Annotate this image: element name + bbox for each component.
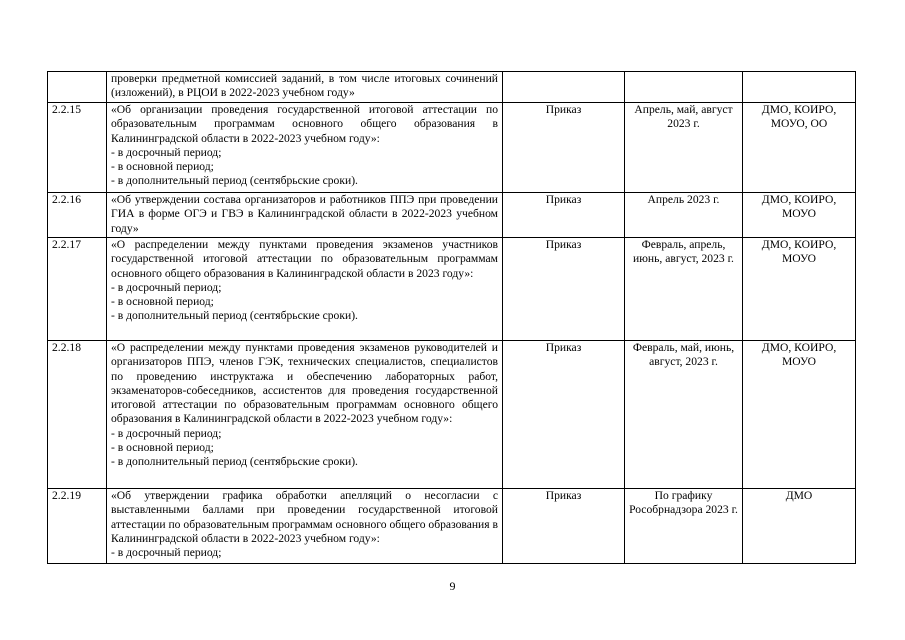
- row-title-item: - в досрочный период;: [111, 145, 222, 159]
- row-term: Февраль, май, июнь, август, 2023 г.: [625, 341, 743, 489]
- table-row: [48, 72, 856, 103]
- row-title-item: - в основной период;: [111, 160, 214, 174]
- table-row: [48, 193, 856, 238]
- row-title: [107, 72, 503, 103]
- row-title: [107, 238, 503, 341]
- row-document-type: Приказ: [503, 238, 625, 341]
- table-row: [48, 103, 856, 193]
- row-responsible: ДМО, КОИРО, МОУО: [743, 341, 856, 489]
- row-responsible: ДМО, КОИРО, МОУО: [743, 193, 856, 238]
- row-number: 2.2.16: [48, 193, 107, 238]
- row-title-item: - в основной период;: [111, 295, 214, 309]
- row-title-text: «Об утверждении состава организаторов и работников ППЭ при проведении ГИА в форме ОГЭ и ГВЭ в Калининградской области в 2022-2023 учебном году»: [111, 193, 498, 235]
- row-title-item: - в дополнительный период (сентябрьские сроки).: [111, 309, 358, 323]
- row-number: 2.2.18: [48, 341, 107, 489]
- row-responsible: ДМО, КОИРО, МОУО: [743, 238, 856, 341]
- row-title-item: - в дополнительный период (сентябрьские сроки).: [111, 455, 358, 469]
- row-term: По графику Рособрнадзора 2023 г.: [625, 489, 743, 564]
- row-number: 2.2.17: [48, 238, 107, 341]
- row-term: [625, 72, 743, 103]
- row-title-item: - в досрочный период;: [111, 280, 222, 294]
- row-term: Февраль, апрель, июнь, август, 2023 г.: [625, 238, 743, 341]
- table-row: [48, 238, 856, 341]
- row-title: [107, 193, 503, 238]
- row-number: 2.2.15: [48, 103, 107, 193]
- row-term: Апрель, май, август 2023 г.: [625, 103, 743, 193]
- row-term: Апрель 2023 г.: [625, 193, 743, 238]
- row-responsible: [743, 72, 856, 103]
- row-document-type: Приказ: [503, 341, 625, 489]
- row-title-item: - в досрочный период;: [111, 546, 222, 560]
- row-title-text: «О распределении между пунктами проведения экзаменов участников государственной итоговой аттестации по образовательным программам основного общего образования в Калининградской области в 2023 году»:: [111, 238, 498, 280]
- table-row: [48, 341, 856, 489]
- row-title: [107, 341, 503, 489]
- row-title: [107, 489, 503, 564]
- row-document-type: [503, 72, 625, 103]
- row-title-text: проверки предметной комиссией заданий, в том числе итоговых сочинений (изложений), в РЦОИ в 2022-2023 учебном году»: [111, 72, 498, 100]
- row-number: 2.2.19: [48, 489, 107, 564]
- row-document-type: Приказ: [503, 489, 625, 564]
- row-title-text: «О распределении между пунктами проведения экзаменов руководителей и организаторов ППЭ, членов ГЭК, технических специалистов, специалистов по проведению инструктажа и обеспечению лабораторных работ, экзаменаторов-собеседников, ассистентов для проведения государственной итоговой аттестации по образовательным программам основного общего образования в Калининградской области в 2022-2023 учебном году»:: [111, 341, 498, 426]
- plan-table: [47, 71, 856, 564]
- row-title-item: - в основной период;: [111, 441, 214, 455]
- row-document-type: Приказ: [503, 193, 625, 238]
- row-title-item: - в дополнительный период (сентябрьские сроки).: [111, 174, 358, 188]
- row-responsible: ДМО, КОИРО, МОУО, ОО: [743, 103, 856, 193]
- row-responsible: ДМО: [743, 489, 856, 564]
- row-document-type: Приказ: [503, 103, 625, 193]
- row-number: [48, 72, 107, 103]
- row-title: [107, 103, 503, 193]
- row-title-text: «Об организации проведения государственной итоговой аттестации по образовательным программам основного общего образования в Калининградской области в 2022-2023 учебном году»:: [111, 103, 498, 145]
- row-title-text: «Об утверждении графика обработки апелляций о несогласии с выставленными баллами при проведении государственной итоговой аттестации по образовательным программам основного общего образования в Калининградской области в 2022-2023 учебном году»:: [111, 489, 498, 545]
- page-number: 9: [449, 579, 456, 593]
- table-row: [48, 489, 856, 564]
- row-title-item: - в досрочный период;: [111, 426, 222, 440]
